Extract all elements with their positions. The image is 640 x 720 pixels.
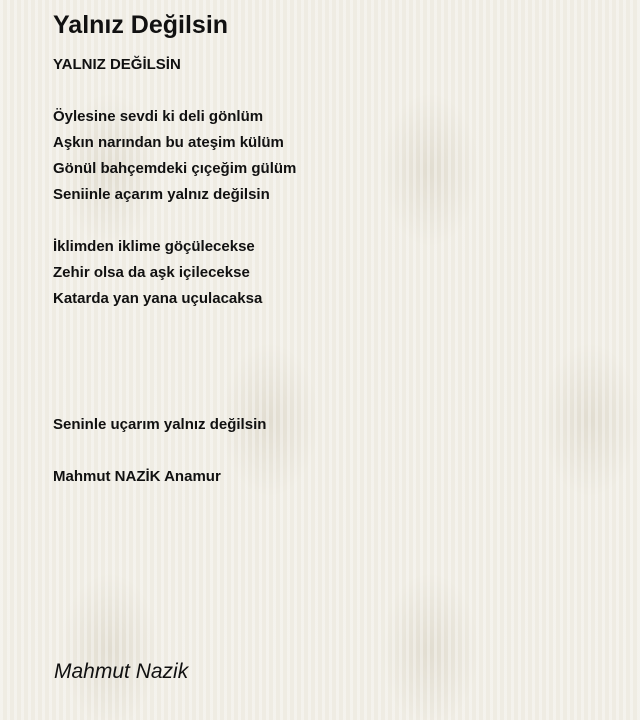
poem-line: İklimden iklime göçülecekse bbox=[53, 238, 255, 255]
poem-line: Katarda yan yana uçulacaksa bbox=[53, 290, 263, 307]
author-name: Mahmut Nazik bbox=[54, 660, 189, 683]
poem-line: Zehir olsa da aşk içilecekse bbox=[53, 264, 250, 281]
poem-line: Öylesine sevdi ki deli gönlüm bbox=[53, 108, 264, 125]
poem-signature: Mahmut NAZİK Anamur bbox=[53, 468, 221, 485]
poem-line: Aşkın narından bu ateşim külüm bbox=[53, 134, 284, 151]
poem-subtitle: YALNIZ DEĞİLSİN bbox=[53, 56, 181, 73]
poem-line: Gönül bahçemdeki çıçeğim gülüm bbox=[53, 160, 297, 177]
poem-line: Seniinle açarım yalnız değilsin bbox=[53, 186, 270, 203]
poem-closing-line: Seninle uçarım yalnız değilsin bbox=[53, 416, 267, 433]
poem-title: Yalnız Değilsin bbox=[53, 11, 229, 39]
